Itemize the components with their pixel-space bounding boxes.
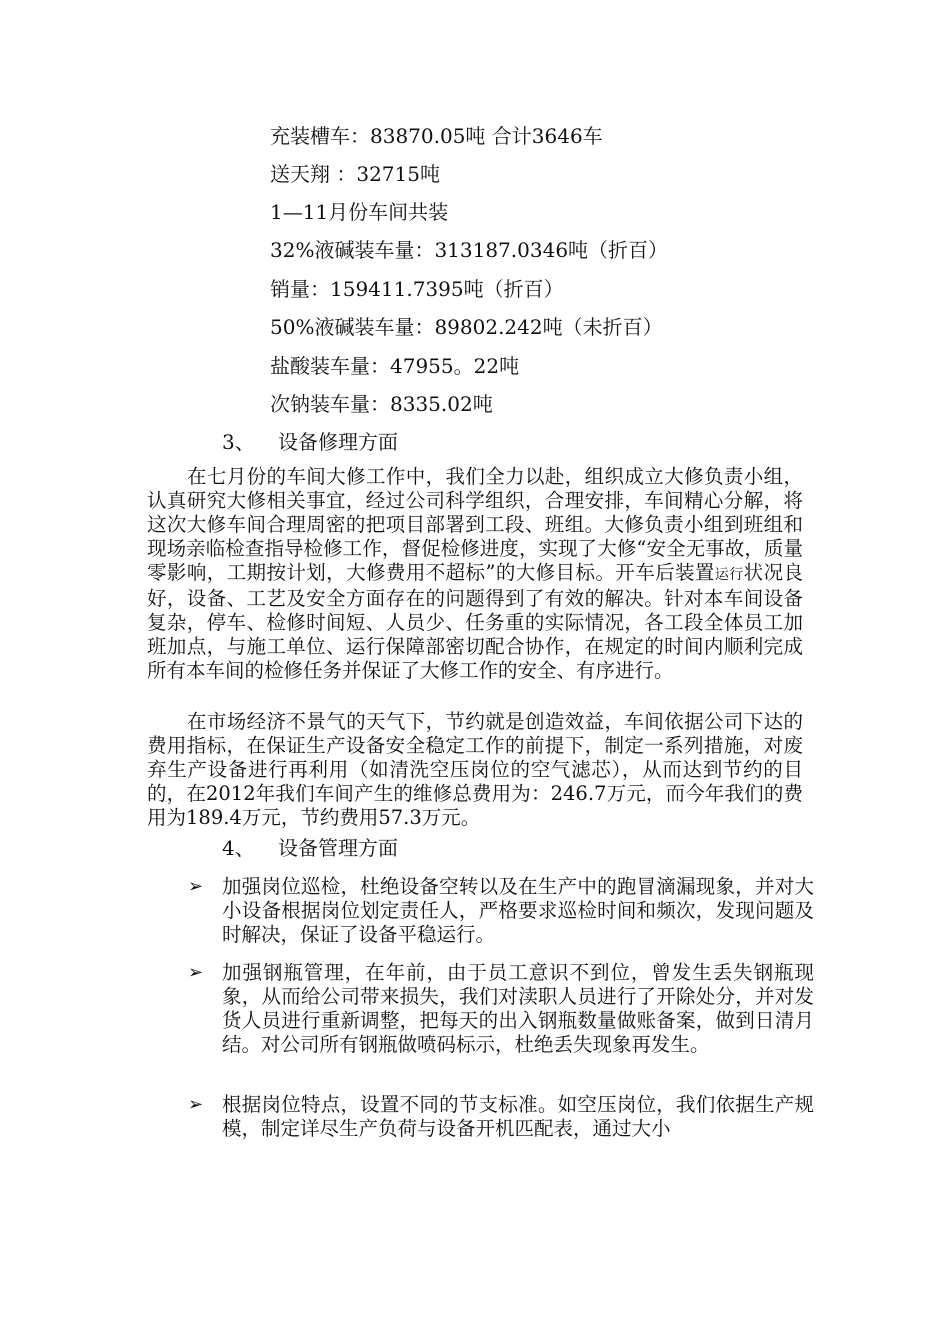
section-title: 设备管理方面 <box>278 836 398 860</box>
paragraph-small-text: 运行 <box>714 567 744 583</box>
section-title: 设备修理方面 <box>278 430 398 454</box>
paragraph-overhaul <box>147 465 803 683</box>
stat-line-hydrochloric-acid: 盐酸装车量：47955。22吨 <box>270 354 520 378</box>
bullet-text: 加强岗位巡检，杜绝设备空转以及在生产中的跑冒滴漏现象，并对大小设备根据岗位划定责任人，严格要求巡检时间和频次，发现问题及时解决，保证了设备平稳运行。 <box>222 875 814 946</box>
section-number: 4、 <box>222 836 255 860</box>
arrow-bullet-icon: ➢ <box>188 962 204 983</box>
stat-line-sales: 销量：159411.7395吨（折百） <box>270 277 564 301</box>
stat-line-jan-nov-total: 1—11月份车间共装 <box>270 200 449 224</box>
bullet-text: 根据岗位特点，设置不同的节支标准。如空压岗位，我们依据生产规模，制定详尽生产负荷与设备开机匹配表，通过大小 <box>222 1093 814 1140</box>
arrow-bullet-icon: ➢ <box>188 1094 204 1115</box>
stat-line-50-caustic: 50%液碱装车量：89802.242吨（未折百） <box>270 315 663 339</box>
section-heading-4 <box>222 836 398 860</box>
section-heading-3 <box>222 430 398 454</box>
stat-line-hypochlorite: 次钠装车量：8335.02吨 <box>270 392 493 416</box>
arrow-bullet-icon: ➢ <box>188 876 204 897</box>
paragraph-text: 状况良好，设备、工艺及安全方面存在的问题得到了有效的解决。针对本车间设备复杂，停车、检修时间短、人员少、任务重的实际情况，各工段全体员工加班加点，与施工单位、运行保障部密切配合协作，在规定的时间内顺利完成所有本车间的检修任务并保证了大修工作的安全、有序进行。 <box>147 561 803 682</box>
stat-line-32-caustic: 32%液碱装车量：313187.0346吨（折百） <box>270 238 669 262</box>
stat-line-tank-car: 充装槽车：83870.05吨 合计3646车 <box>270 124 603 148</box>
paragraph-text: 在七月份的车间大修工作中，我们全力以赴，组织成立大修负责小组，认真研究大修相关事宜，经过公司科学组织，合理安排，车间精心分解，将这次大修车间合理周密的把项目部署到工段、班组。大修负责小组到班组和现场亲临检查指导检修工作，督促检修进度，实现了大修“安全无事故，质量零影响，工期按计划，大修费用不超标”的大修目标。开车后装置 <box>147 465 803 584</box>
stat-line-tianxiang: 送天翔 ：32715吨 <box>270 162 440 186</box>
section-number: 3、 <box>222 430 255 454</box>
bullet-text: 加强钢瓶管理，在年前，由于员工意识不到位，曾发生丢失钢瓶现象，从而给公司带来损失，我们对渎职人员进行了开除处分，并对发货人员进行重新调整，把每天的出入钢瓶数量做账备案，做到日清月结。对公司所有钢瓶做喷码标示，杜绝丢失现象再发生。 <box>222 961 814 1056</box>
paragraph-cost-saving: 在市场经济不景气的天气下，节约就是创造效益，车间依据公司下达的费用指标，在保证生产设备安全稳定工作的前提下，制定一系列措施，对废弃生产设备进行再利用（如清洗空压岗位的空气滤芯），从而达到节约的目的，在2012年我们车间产生的维修总费用为：246.7万元，而今年我们的费用为189.4万元，节约费用57.3万元。 <box>147 710 803 829</box>
